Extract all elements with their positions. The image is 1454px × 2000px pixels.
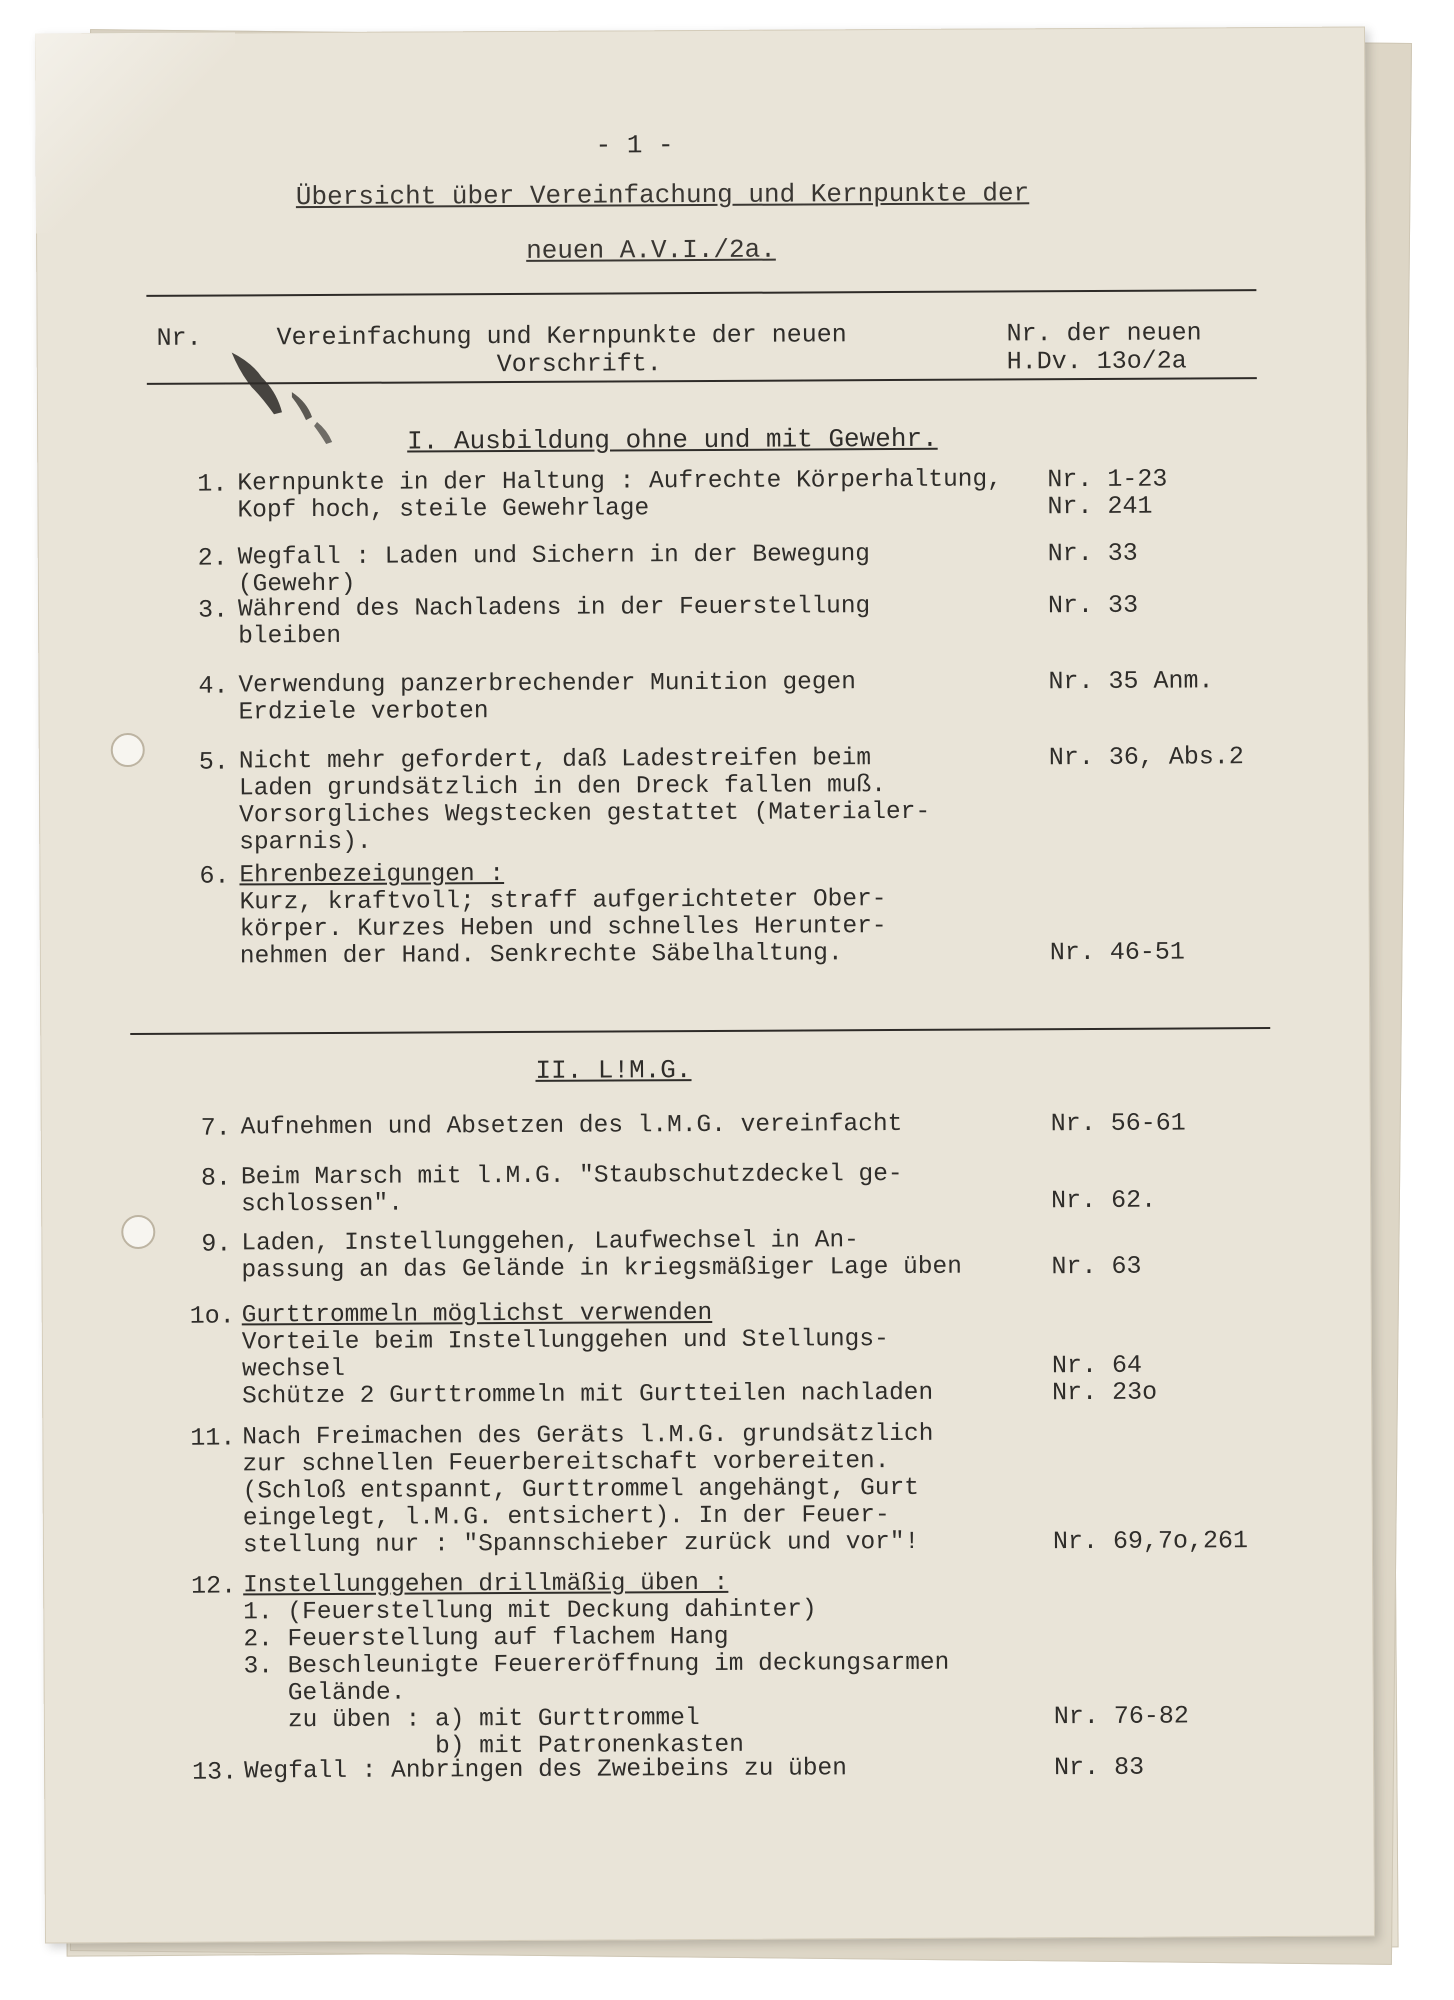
list-item (38, 666, 1368, 727)
item-reference (1048, 667, 1213, 695)
document-subtitle: neuen A.V.I./2a. (526, 234, 776, 266)
item-reference-line: Nr. 1-23 (1047, 464, 1168, 495)
list-item (42, 1419, 1372, 1560)
folded-corner (35, 32, 236, 233)
item-text-line: körper. Kurzes Heben und schnelles Herunter- (239, 913, 887, 944)
item-text (242, 1299, 934, 1411)
item-reference-line (1054, 1675, 1189, 1703)
item-reference-line (1053, 1648, 1188, 1676)
item-text-line: 1. (Feuerstellung mit Deckung dahinter) (243, 1596, 817, 1627)
item-reference-line (1053, 1594, 1188, 1622)
section-heading: I. Ausbildung ohne und mit Gewehr. (407, 423, 938, 457)
header-col-ref-2: H.Dv. 13o/2a (1006, 346, 1187, 377)
item-reference (1048, 540, 1138, 567)
item-text-line: Laden grundsätzlich in den Dreck fallen muß. (238, 772, 886, 803)
item-text (241, 1227, 962, 1285)
item-text-line: Wegfall : Anbringen des Zweibeins zu üben (244, 1755, 847, 1786)
item-reference-line: Nr. 33 (1047, 538, 1138, 569)
item-reference-line (1051, 1160, 1156, 1188)
item-reference-line: Nr. 63 (1051, 1251, 1142, 1282)
item-text-line: Kurz, kraftvoll; straff aufgerichteter Ober- (239, 886, 887, 917)
item-text-line: Wegfall : Laden und Sichern in der Bewegung (237, 541, 871, 572)
item-number: 3. (197, 595, 229, 625)
item-reference-line: Nr. 46-51 (1049, 937, 1185, 968)
document-page (35, 27, 1375, 1944)
item-text-line: Kopf hoch, steile Gewehrlage (237, 495, 650, 525)
item-number: 13. (192, 1757, 238, 1787)
item-text-line: Nach Freimachen des Geräts l.M.G. grundsätzlich (242, 1420, 934, 1452)
item-text-line: Erdziele verboten (238, 698, 489, 727)
item-reference (1054, 1754, 1144, 1781)
item-reference (1051, 1226, 1141, 1280)
item-reference-line: Nr. 56-61 (1050, 1108, 1186, 1139)
item-reference (1049, 743, 1244, 771)
item-text-line: schlossen". (241, 1190, 403, 1219)
item-number: 11. (190, 1423, 236, 1453)
punch-hole (121, 1215, 155, 1249)
item-text-line: (Schloß entspannt, Gurttrommel angehängt, Gurt (242, 1474, 920, 1506)
header-col-desc-2: Vorschrift. (496, 349, 662, 380)
item-text-line: nehmen der Hand. Senkrechte Säbelhaltung. (239, 940, 843, 971)
list-item (39, 742, 1369, 857)
item-text-line: Nicht mehr gefordert, daß Ladestreifen beim (238, 745, 872, 776)
item-reference-line (1052, 1419, 1247, 1447)
item-reference (1049, 857, 1185, 966)
item-text-line: (Gewehr) (237, 570, 356, 599)
item-text (239, 859, 886, 970)
item-reference-line: Nr. 76-82 (1053, 1701, 1189, 1732)
item-text-line: sparnis). (239, 828, 372, 857)
item-number: 1o. (189, 1301, 235, 1331)
list-item (41, 1159, 1371, 1219)
document-title: Übersicht über Vereinfachung und Kernpunkte der (295, 178, 1030, 213)
list-item (41, 1225, 1371, 1285)
item-reference (1047, 466, 1167, 521)
item-text (239, 745, 931, 857)
item-reference-line: Nr. 35 Anm. (1048, 666, 1214, 697)
header-col-ref: Nr. der neuen (1006, 318, 1202, 349)
item-text-line: Beim Marsch mit l.M.G. "Staubschutzdeckel ge- (240, 1160, 903, 1192)
punch-hole (111, 733, 145, 767)
item-reference-line: Nr. 69,7o,261 (1052, 1526, 1249, 1557)
item-text (241, 1111, 903, 1141)
item-text (241, 1161, 903, 1218)
item-reference (1051, 1109, 1186, 1137)
item-number: 2. (197, 543, 228, 573)
item-number: 7. (200, 1113, 231, 1143)
page-number: - 1 - (595, 130, 674, 161)
item-reference-line (1053, 1567, 1188, 1595)
list-item (38, 538, 1368, 599)
item-reference-line: Nr. 241 (1047, 491, 1153, 522)
item-text-line: Vorteile beim Instellunggehen und Stellungs- (241, 1326, 889, 1357)
item-text-line: Laden, Instellunggehen, Laufwechsel in An- (241, 1227, 859, 1258)
item-text-line: Instellunggehen drillmäßig üben : (243, 1569, 729, 1600)
item-number: 4. (198, 671, 229, 701)
item-text-line: bleiben (238, 622, 342, 651)
item-reference-line (1053, 1500, 1248, 1528)
header-col-nr: Nr. (156, 323, 202, 353)
item-text-line: Gelände. (243, 1679, 406, 1708)
item-number: 6. (199, 861, 230, 891)
item-text-line: 2. Feuerstellung auf flachem Hang (243, 1623, 729, 1654)
item-number: 5. (198, 747, 229, 777)
list-item (43, 1567, 1373, 1762)
item-text-line: Schütze 2 Gurttrommeln mit Gurtteilen nachladen (242, 1379, 934, 1411)
item-reference-line (1051, 1226, 1141, 1253)
item-reference-line (1053, 1473, 1248, 1501)
item-text-line: Vorsorgliches Wegstecken gestattet (Materialer- (239, 798, 931, 830)
divider-rule (130, 1027, 1270, 1035)
item-text-line: Aufnehmen und Absetzen des l.M.G. vereinfacht (240, 1110, 903, 1142)
item-text-line: Gurttrommeln möglichst verwenden (241, 1299, 713, 1330)
item-reference (1052, 1298, 1158, 1407)
item-reference-line (1049, 884, 1184, 912)
item-number: 8. (200, 1163, 232, 1193)
divider-rule (146, 289, 1256, 297)
item-reference (1048, 592, 1138, 619)
section-heading: II. L!M.G. (535, 1055, 692, 1086)
item-reference-line (1050, 911, 1185, 939)
item-text-line: zur schnellen Feuerbereitschaft vorbereiten. (242, 1448, 890, 1479)
item-text-line: passung an das Gelände in kriegsmäßiger Lage üben (241, 1253, 962, 1285)
item-reference-line (1052, 1446, 1247, 1474)
item-number: 12. (191, 1571, 237, 1601)
list-item (39, 857, 1369, 971)
header-col-desc: Vereinfachung und Kernpunkte der neuen (276, 320, 847, 353)
item-reference-line (1052, 1298, 1157, 1326)
item-text (238, 669, 856, 726)
item-reference-line: Nr. 33 (1047, 590, 1139, 621)
item-reference (1051, 1160, 1156, 1215)
item-text-line: stellung nur : "Spannschieber zurück und vor"! (242, 1528, 920, 1560)
item-reference-line: Nr. 83 (1054, 1752, 1145, 1783)
item-text (238, 541, 870, 598)
item-text (243, 1569, 950, 1762)
item-reference (1052, 1419, 1248, 1555)
item-text-line: b) mit Patronenkasten (243, 1731, 744, 1762)
item-text-line: wechsel (241, 1355, 346, 1384)
item-reference-line (1052, 1325, 1157, 1353)
list-item (37, 464, 1367, 525)
item-text-line: Verwendung panzerbrechender Munition gegen (238, 669, 857, 700)
item-reference-line (1053, 1621, 1188, 1649)
item-reference-line: Nr. 36, Abs.2 (1048, 742, 1244, 773)
item-reference-line: Nr. 62. (1051, 1185, 1157, 1216)
item-text (238, 593, 870, 650)
item-text-line: Ehrenbezeigungen : (239, 861, 505, 890)
item-reference-line (1049, 857, 1184, 885)
item-text-line: 3. Beschleunigte Feuereröffnung im deckungsarmen (243, 1649, 950, 1681)
item-text-line: Während des Nachladens in der Feuerstellung (237, 593, 871, 624)
item-reference-line: Nr. 23o (1052, 1377, 1158, 1408)
list-item (42, 1297, 1372, 1411)
item-text-line: eingelegt, l.M.G. entsichert). In der Feuer- (242, 1502, 890, 1533)
item-text (237, 466, 1002, 524)
item-text (244, 1755, 847, 1785)
item-reference-line: Nr. 64 (1051, 1350, 1143, 1381)
item-number: 1. (197, 469, 228, 499)
item-text-line: zu üben : a) mit Gurttrommel (243, 1705, 700, 1735)
item-text (242, 1421, 934, 1560)
list-item (41, 1108, 1371, 1143)
ink-smudge-icon (222, 342, 363, 463)
item-number: 9. (201, 1229, 232, 1259)
item-reference (1053, 1567, 1189, 1757)
item-text-line: Kernpunkte in der Haltung : Aufrechte Körperhaltung, (237, 466, 1002, 498)
